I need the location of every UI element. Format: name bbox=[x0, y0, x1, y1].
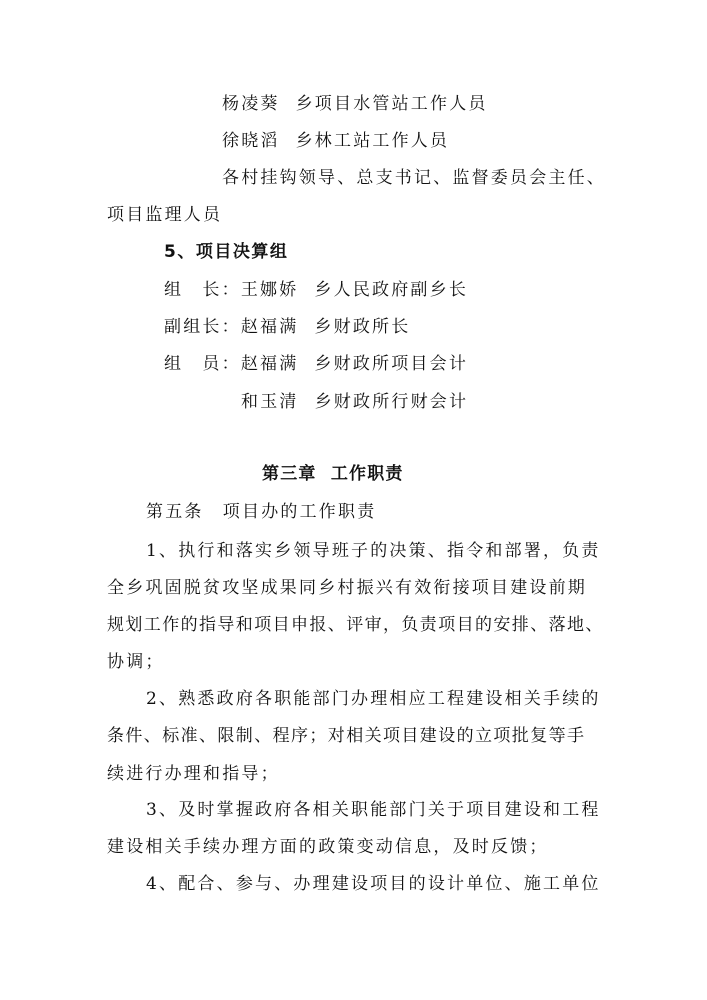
leader-role: 乡人民政府副乡长 bbox=[314, 280, 469, 300]
paragraph-line: 4、配合、参与、办理建设项目的设计单位、施工单位 bbox=[146, 874, 601, 894]
person-role: 乡林工站工作人员 bbox=[295, 131, 450, 151]
member-row bbox=[241, 391, 468, 413]
paragraph-line: 协调； bbox=[107, 652, 165, 672]
member-label: 组 员： bbox=[164, 354, 241, 374]
person-name: 杨凌葵 bbox=[222, 94, 280, 114]
village-leaders-line-cont: 项目监理人员 bbox=[107, 205, 223, 225]
person-role: 乡项目水管站工作人员 bbox=[295, 94, 488, 114]
member-name: 和玉清 bbox=[241, 392, 299, 412]
paragraph-line: 续进行办理和指导； bbox=[107, 764, 280, 784]
member-row bbox=[164, 353, 468, 375]
article-heading: 第五条 项目办的工作职责 bbox=[146, 502, 377, 522]
paragraph-line: 2、熟悉政府各职能部门办理相应工程建设相关手续的 bbox=[146, 689, 601, 709]
leader-row bbox=[164, 279, 468, 301]
paragraph-line: 全乡巩固脱贫攻坚成果同乡村振兴有效衔接项目建设前期 bbox=[107, 578, 587, 598]
member-role: 乡财政所项目会计 bbox=[314, 354, 469, 374]
deputy-row bbox=[164, 316, 410, 338]
member-role: 乡财政所行财会计 bbox=[314, 392, 469, 412]
village-leaders-line: 各村挂钩领导、总支书记、监督委员会主任、 bbox=[222, 168, 606, 188]
member-name: 赵福满 bbox=[240, 354, 299, 374]
leader-name: 王娜娇 bbox=[240, 280, 299, 300]
leader-label: 组 长： bbox=[164, 280, 241, 300]
paragraph-line: 条件、标准、限制、程序；对相关项目建设的立项批复等手 bbox=[107, 726, 586, 746]
paragraph-line: 规划工作的指导和项目申报、评审，负责项目的安排、落地、 bbox=[107, 615, 604, 635]
personnel-row bbox=[222, 130, 449, 152]
personnel-row bbox=[222, 93, 488, 115]
section-heading: 5、项目决算组 bbox=[164, 242, 289, 262]
deputy-role: 乡财政所长 bbox=[314, 317, 411, 337]
paragraph-line: 3、及时掌握政府各相关职能部门关于项目建设和工程 bbox=[146, 800, 601, 820]
deputy-label: 副组长： bbox=[164, 317, 241, 337]
paragraph-line: 1、执行和落实乡领导班子的决策、指令和部署，负责 bbox=[146, 541, 601, 561]
deputy-name: 赵福满 bbox=[240, 317, 299, 337]
chapter-title: 第三章 工作职责 bbox=[262, 464, 404, 484]
person-name: 徐晓滔 bbox=[222, 131, 280, 151]
paragraph-line: 建设相关手续办理方面的政策变动信息，及时反馈； bbox=[107, 837, 549, 857]
